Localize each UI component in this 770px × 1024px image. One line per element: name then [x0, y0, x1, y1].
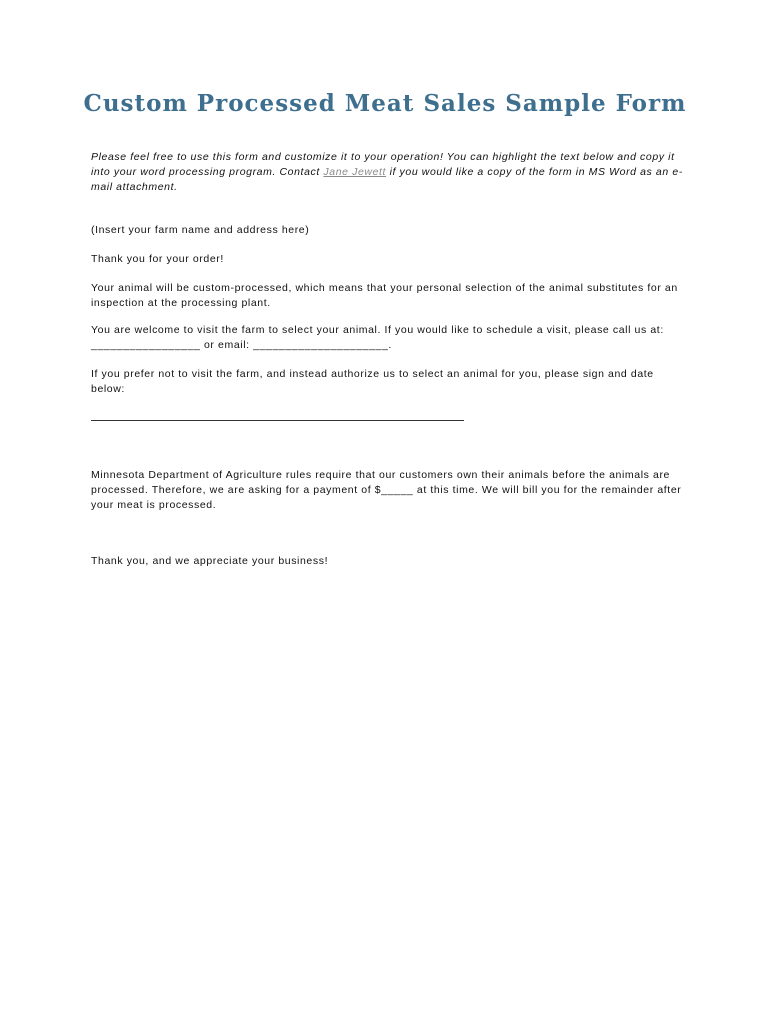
custom-processed-paragraph: Your animal will be custom-processed, which means that your personal selection of the animal substitutes for an inspection at the processing plant. — [91, 282, 678, 309]
authorize-paragraph: If you prefer not to visit the farm, and instead authorize us to select an animal for you, please sign and date below: — [91, 368, 654, 395]
intro-paragraph — [91, 150, 691, 195]
visit-paragraph: You are welcome to visit the farm to select your animal. If you would like to schedule a visit, please call us at: _________________ or email: _____________________. — [91, 324, 664, 351]
signature-line — [91, 420, 464, 421]
mda-paragraph: Minnesota Department of Agriculture rules require that our customers own their animals before the animals are processed. Therefore, we are asking for a payment of $_____ at this time. We will bill you for the remainder after your meat is processed. — [91, 469, 682, 511]
closing-paragraph: Thank you, and we appreciate your business! — [91, 555, 329, 567]
document-title: Custom Processed Meat Sales Sample Form — [83, 90, 687, 117]
intro-text-end: if you would like a copy of the form in MS Word as an e-mail attachment. — [91, 166, 683, 193]
farm-name-placeholder: (Insert your farm name and address here) — [91, 224, 310, 236]
thank-you-order: Thank you for your order! — [91, 253, 224, 265]
contact-link[interactable]: Jane Jewett — [323, 166, 387, 178]
intro-text-start: Please feel free to use this form and customize it to your operation! You can highlight the text below and copy it into your word processing program. Contact — [91, 151, 675, 178]
